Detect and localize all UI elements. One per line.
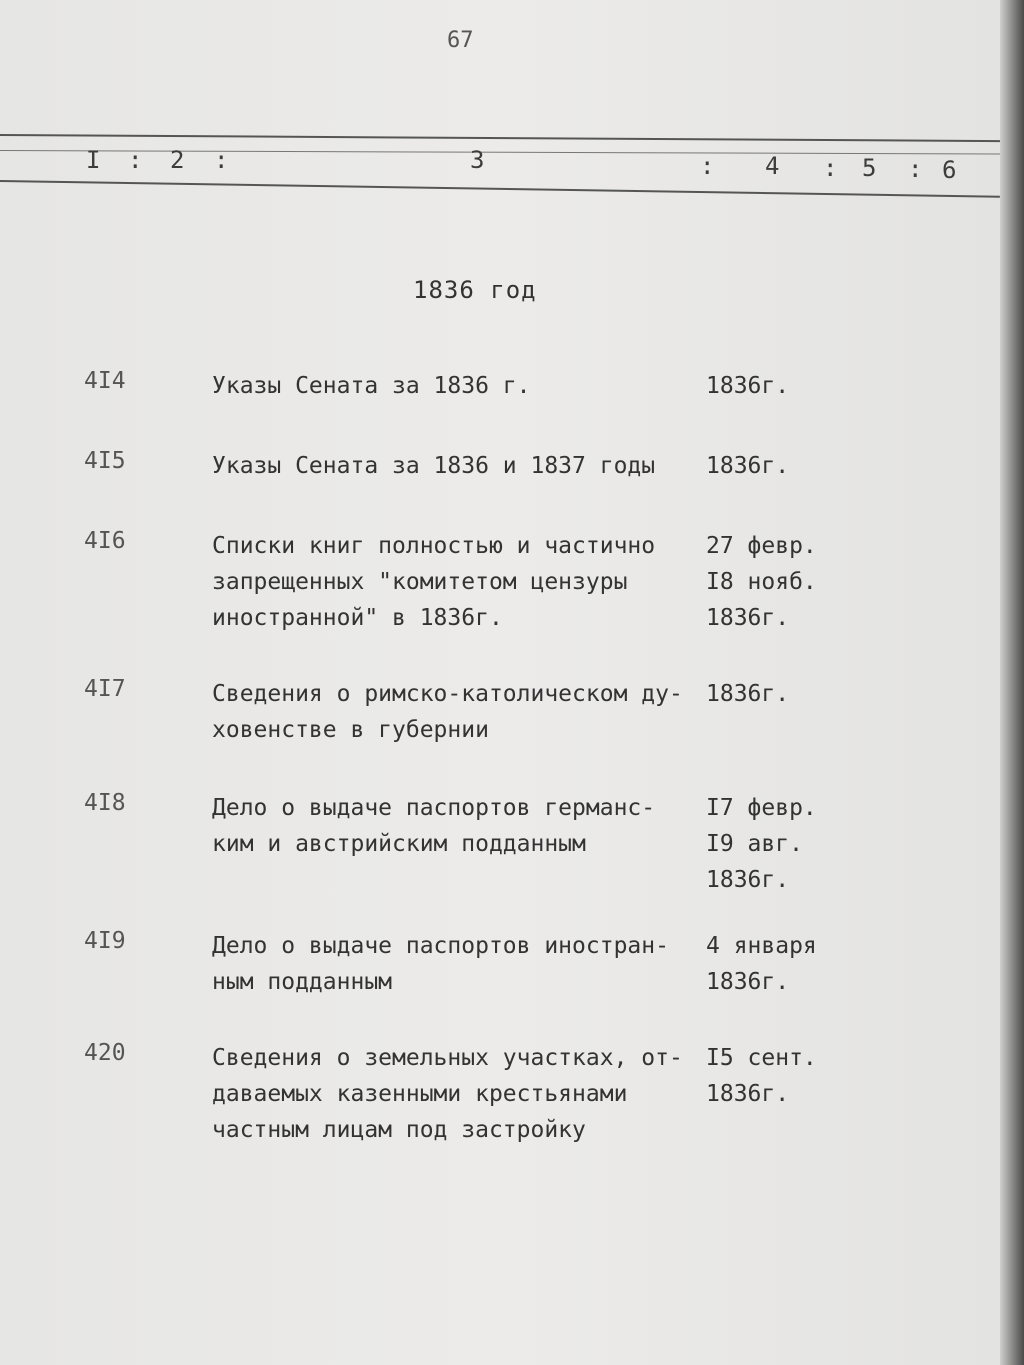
description-line: Указы Сената за 1836 и 1837 годы (212, 453, 656, 479)
entry-description (212, 1040, 702, 1148)
entry-number: 4I8 (84, 790, 126, 816)
date-line: 1836г. (706, 867, 790, 893)
description-line: даваемых казенными крестьянами (212, 1081, 628, 1107)
entry-dates (706, 368, 846, 404)
column-header-sep: : (908, 155, 923, 183)
column-header-5: 5 (862, 154, 877, 182)
date-line: 1836г. (706, 373, 790, 399)
description-line: Сведения о римско-католическом ду- (212, 681, 683, 707)
description-line: иностранной" в 1836г. (212, 605, 503, 631)
description-line: Сведения о земельных участках, от- (212, 1045, 683, 1071)
entry-description (212, 528, 702, 636)
date-line: 1836г. (706, 453, 790, 479)
entry-dates (706, 528, 846, 636)
date-line: I8 нояб. (706, 569, 817, 595)
header-rule-top (0, 134, 1000, 142)
entry-dates (706, 448, 846, 484)
entry-dates (706, 1040, 846, 1112)
column-header-3: 3 (470, 146, 485, 174)
date-line: 1836г. (706, 605, 790, 631)
description-line: запрещенных "комитетом цензуры (212, 569, 628, 595)
date-line: I9 авг. (706, 831, 803, 857)
entry-description (212, 790, 702, 862)
header-rule-bottom (0, 180, 1000, 198)
column-header-sep: : (214, 146, 229, 174)
column-header-4: 4 (765, 152, 780, 180)
column-header-6: 6 (942, 156, 957, 184)
description-line: ким и австрийским подданным (212, 831, 586, 857)
date-line: 4 января (706, 933, 817, 959)
year-heading: 1836 год (413, 276, 537, 304)
column-header-1: I (86, 146, 101, 174)
entry-dates (706, 928, 846, 1000)
column-header (0, 146, 1000, 182)
entry-number: 4I6 (84, 528, 126, 554)
date-line: I7 февр. (706, 795, 817, 821)
column-header-sep: : (700, 152, 715, 180)
date-line: 27 февр. (706, 533, 817, 559)
date-line: I5 сент. (706, 1045, 817, 1071)
entry-number: 4I7 (84, 676, 126, 702)
date-line: 1836г. (706, 681, 790, 707)
entry-description (212, 928, 702, 1000)
entry-number: 420 (84, 1040, 126, 1066)
entry-number: 4I5 (84, 448, 126, 474)
date-line: 1836г. (706, 969, 790, 995)
description-line: Дело о выдаче паспортов иностран- (212, 933, 669, 959)
description-line: Указы Сената за 1836 г. (212, 373, 531, 399)
description-line: ховенстве в губернии (212, 717, 489, 743)
entry-description (212, 676, 702, 748)
description-line: Списки книг полностью и частично (212, 533, 656, 559)
entry-dates (706, 790, 846, 898)
date-line: 1836г. (706, 1081, 790, 1107)
entry-number: 4I9 (84, 928, 126, 954)
entry-number: 4I4 (84, 368, 126, 394)
column-header-sep: : (128, 146, 143, 174)
entry-dates (706, 676, 846, 712)
page-number: 67 (447, 28, 474, 53)
binding-edge (1000, 0, 1024, 1365)
description-line: ным подданным (212, 969, 393, 995)
entry-description (212, 448, 702, 484)
description-line: Дело о выдаче паспортов германс- (212, 795, 656, 821)
column-header-2: 2 (170, 146, 185, 174)
column-header-sep: : (823, 154, 838, 182)
description-line: частным лицам под застройку (212, 1117, 586, 1143)
entry-description (212, 368, 702, 404)
